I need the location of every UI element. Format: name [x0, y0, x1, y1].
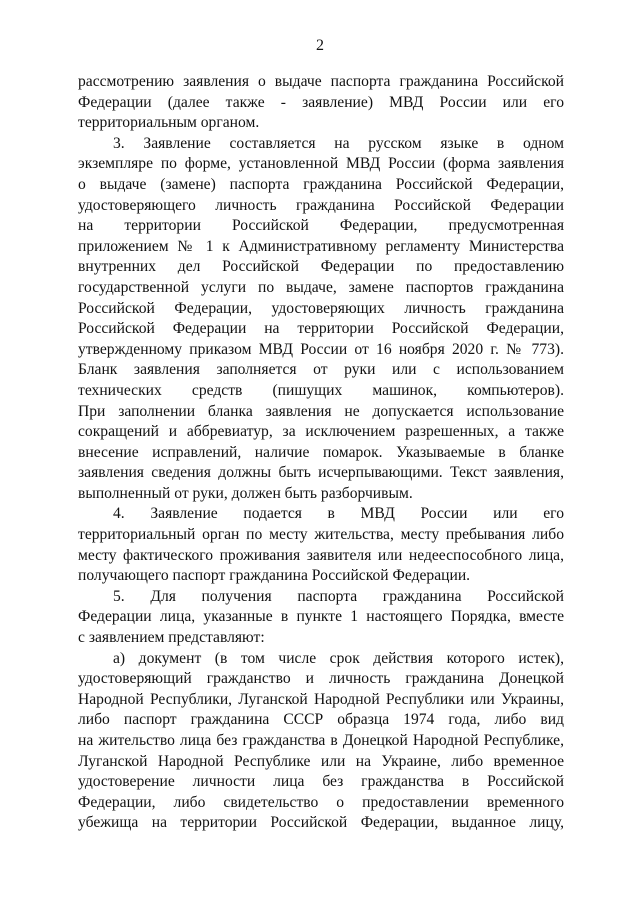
text-line: удостоверяющий гражданство и личность гражданина Донецкой [78, 670, 564, 688]
text-line: выполненный от руки, должен быть разборчивым. [78, 484, 413, 502]
text-line: заявления сведения должны быть исчерпывающими. Текст заявления, [78, 464, 564, 482]
text-line: на жительство лица без гражданства в Донецкой Народной Республике, [78, 732, 564, 749]
text-line: получающего паспорт гражданина Российской Федерации. [78, 567, 471, 585]
text-line: либо паспорт гражданина СССР образца 1974 года, либо вид [78, 711, 564, 729]
page-number: 2 [316, 37, 324, 54]
text-line: Федерации (далее также - заявление) МВД России или его [78, 93, 564, 111]
text-line: внутренних дел Российской Федерации по предоставлению [78, 258, 564, 276]
text-line: технических средств (пишущих машинок, компьютеров). [78, 381, 564, 399]
text-line: Луганской Народной Республике или на Украине, либо временное [78, 752, 564, 770]
text-line: При заполнении бланка заявления не допускается использование [78, 402, 564, 420]
text-line: государственной услуги по выдаче, замене паспортов гражданина [78, 278, 564, 296]
text-line: а) документ (в том числе срок действия которого истек), [113, 649, 564, 667]
text-line: 5. Для получения паспорта гражданина Российской [113, 587, 564, 605]
text-line: месту фактического проживания заявителя или недееспособного лица, [78, 546, 564, 564]
text-line: территориальный орган по месту жительства, месту пребывания либо [78, 526, 564, 544]
text-line: рассмотрению заявления о выдаче паспорта гражданина Российской [78, 73, 564, 90]
document-body [78, 72, 564, 834]
text-line: экземпляре по форме, установленной МВД России (форма заявления [78, 155, 564, 173]
text-line: на территории Российской Федерации, предусмотренная [78, 217, 564, 235]
text-line: территориальным органом. [78, 114, 260, 132]
text-line: приложением № 1 к Административному регламенту Министерства [78, 237, 564, 255]
text-line: 4. Заявление подается в МВД России или его [113, 505, 564, 523]
text-line: Бланк заявления заполняется от руки или с использованием [78, 361, 564, 379]
text-line: удостоверяющего личность гражданина Российской Федерации [78, 196, 564, 214]
text-line: 3. Заявление составляется на русском языке в одном [113, 134, 564, 152]
text-line: Российской Федерации на территории Российской Федерации, [78, 320, 564, 338]
text-line: Народной Республики, Луганской Народной Республики или Украины, [78, 690, 564, 708]
text-line: Российской Федерации, удостоверяющих личность гражданина [78, 299, 564, 317]
text-line: утвержденному приказом МВД России от 16 ноября 2020 г. № 773). [78, 340, 564, 358]
text-line: Федерации лица, указанные в пункте 1 настоящего Порядка, вместе [78, 608, 564, 626]
text-line: внесение исправлений, наличие помарок. Указываемые в бланке [78, 443, 564, 461]
text-line: о выдаче (замене) паспорта гражданина Российской Федерации, [78, 175, 564, 193]
text-line: удостоверение личности лица без гражданства в Российской [78, 773, 564, 791]
text-line: Федерации, либо свидетельство о предоставлении временного [78, 793, 564, 811]
text-line: сокращений и аббревиатур, за исключением разрешенных, а также [78, 423, 564, 441]
text-line: с заявлением представляют: [78, 629, 265, 647]
text-line: убежища на территории Российской Федерации, выданное лицу, [78, 814, 564, 832]
